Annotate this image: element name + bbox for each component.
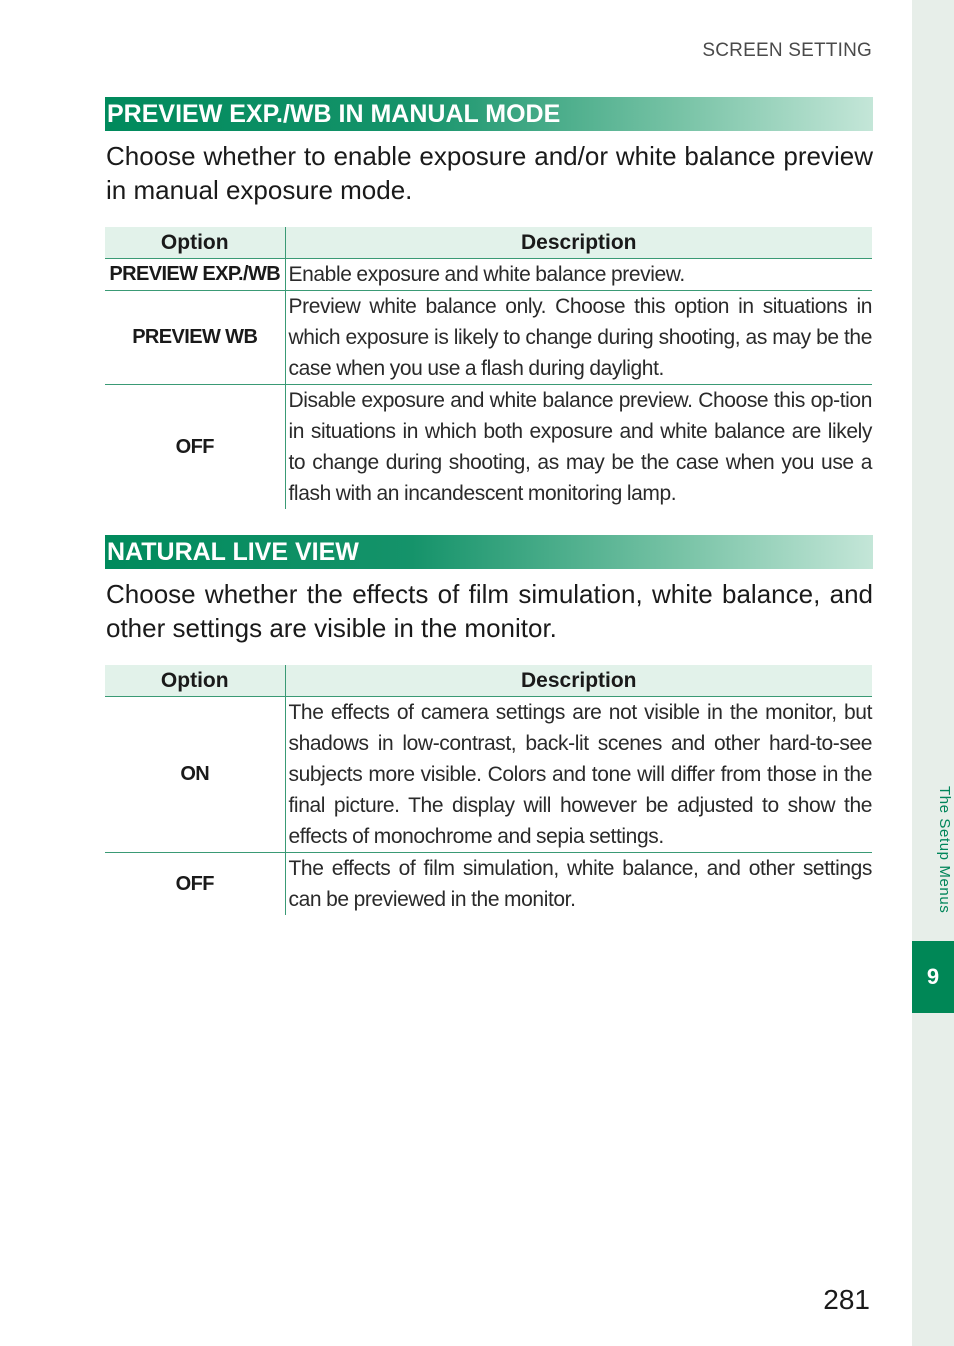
option-name: OFF <box>105 385 285 510</box>
table-row <box>105 853 872 916</box>
column-header-option: Option <box>105 665 285 697</box>
table-header-row <box>105 665 872 697</box>
page-number: 281 <box>823 1284 870 1315</box>
option-description: The effects of camera settings are not visible in the monitor, but shadows in low-contrast, back-lit scenes and other hard-to-see subjects more visible. Colors and tone will differ from those in the final picture. The display will however be adjusted to show the effects of monochrome and sepia settings. <box>285 697 872 853</box>
section-heading: NATURAL LIVE VIEW <box>105 535 873 569</box>
table-row <box>105 697 872 853</box>
section-heading: PREVIEW EXP./WB IN MANUAL MODE <box>105 97 873 131</box>
table-row <box>105 291 872 385</box>
option-description: Disable exposure and white balance preview. Choose this op-tion in situations in which both exposure and white balance are likely to change during shooting, as may be the case when you use a flash with an incandescent monitoring lamp. <box>288 389 872 505</box>
table-row <box>105 259 872 291</box>
section-natural-live-view <box>105 535 873 915</box>
option-description: Preview white balance only. Choose this option in situations in which exposure is likely to change during shooting, as may be the case when you use a flash during daylight. <box>285 291 872 385</box>
column-header-option: Option <box>105 227 285 259</box>
option-description: The effects of film simulation, white balance, and other settings can be previewed in the monitor. <box>288 857 872 911</box>
column-header-description: Description <box>285 665 872 697</box>
chapter-number-tab[interactable]: 9 <box>912 941 954 1013</box>
options-table <box>105 227 872 509</box>
column-header-description: Description <box>285 227 872 259</box>
section-preview-exp-wb <box>105 97 873 509</box>
table-header-row <box>105 227 872 259</box>
section-intro: Choose whether the effects of film simulation, white balance, and other settings are visible in the monitor. <box>106 579 873 643</box>
option-name: OFF <box>105 853 285 916</box>
options-table <box>105 665 872 915</box>
side-strip <box>912 0 954 1346</box>
table-row <box>105 385 872 510</box>
option-name: ON <box>105 697 285 853</box>
option-name: PREVIEW WB <box>105 291 285 385</box>
chapter-label: The Setup Menus <box>936 786 953 914</box>
section-intro: Choose whether to enable exposure and/or white balance preview in manual exposure mode. <box>106 141 873 205</box>
running-head: SCREEN SETTING <box>702 40 872 61</box>
option-name: PREVIEW EXP./WB <box>105 259 285 291</box>
option-description: Enable exposure and white balance preview. <box>285 259 872 291</box>
